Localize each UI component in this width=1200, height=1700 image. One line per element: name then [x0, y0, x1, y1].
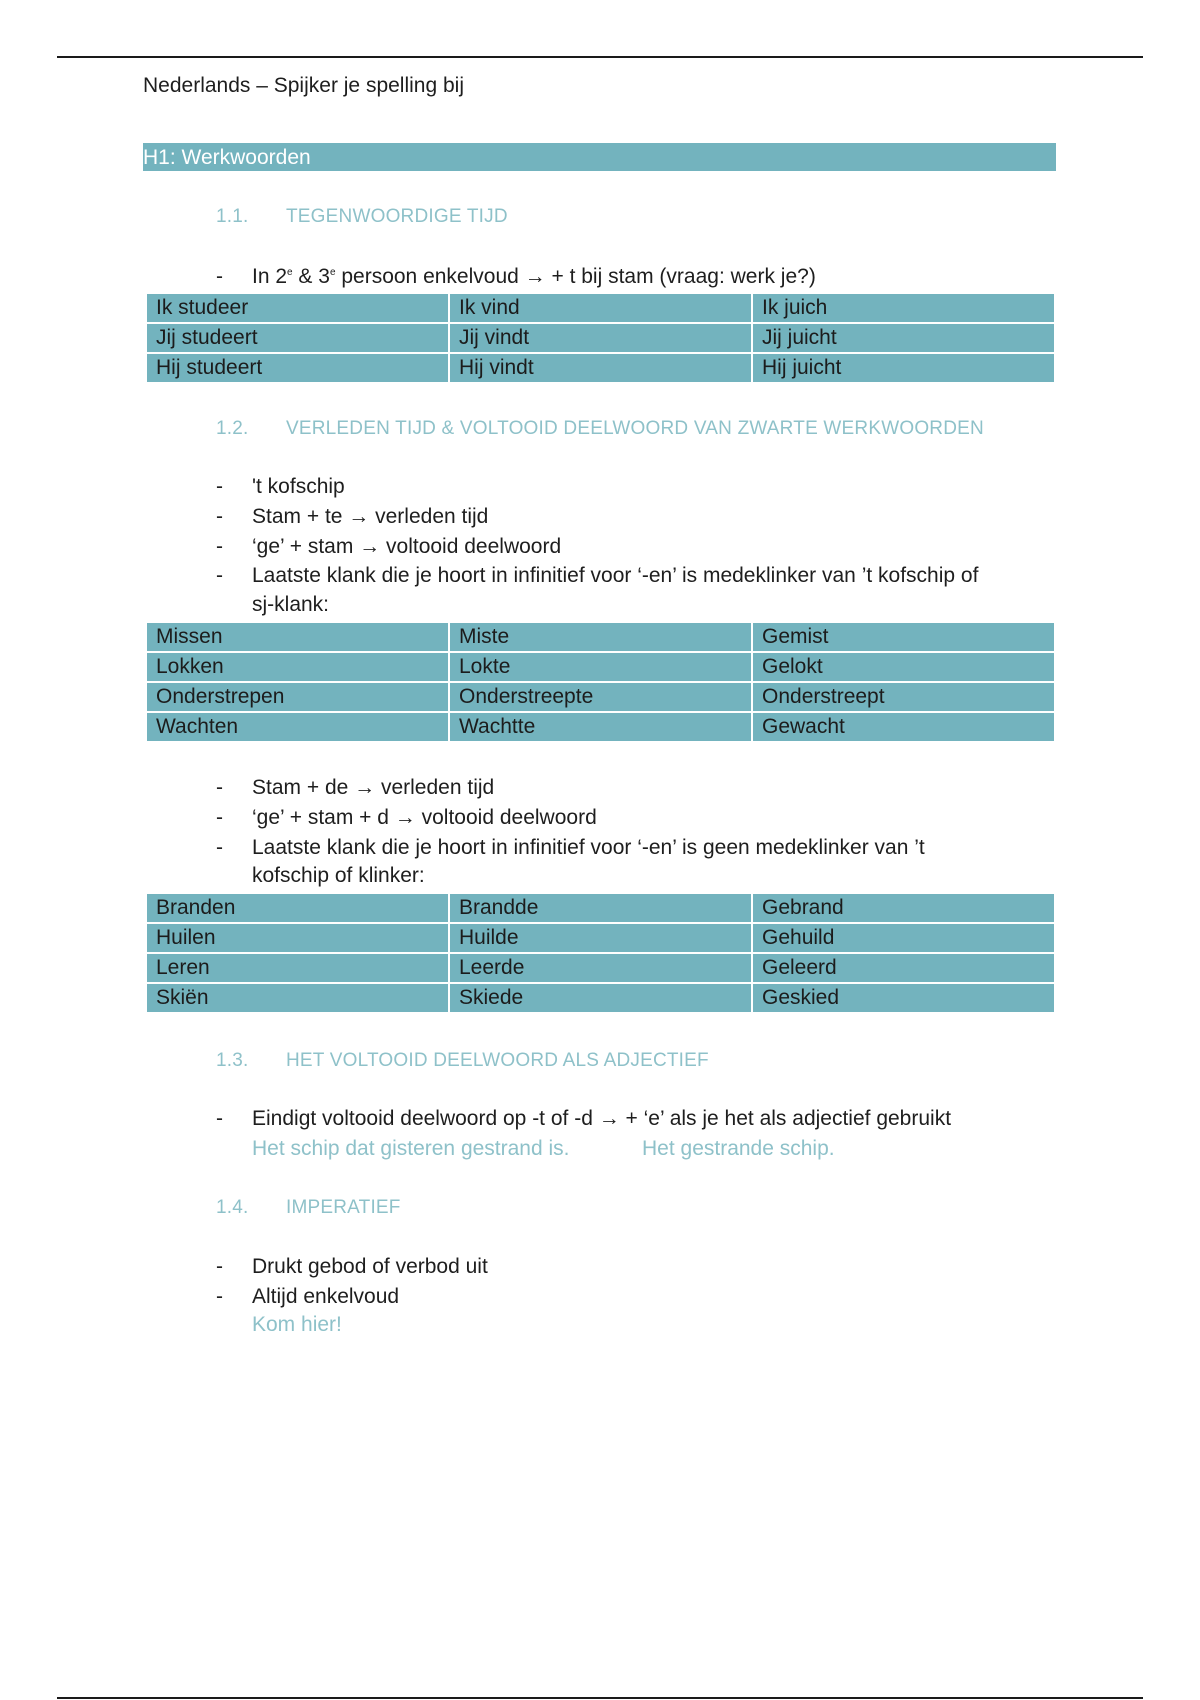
table-cell: Jij vindt — [449, 323, 752, 353]
table-cell: Onderstreept — [752, 682, 1055, 712]
table-row — [146, 983, 1055, 1013]
table-cell: Gehuild — [752, 923, 1055, 953]
bullet-text: In 2e & 3e persoon enkelvoud → + t bij stam (vraag: werk je?) — [252, 265, 816, 288]
table-row — [146, 682, 1055, 712]
bullet-text: ‘ge’ + stam + d → voltooid deelwoord — [252, 806, 597, 829]
section-number: 1.1. — [216, 206, 249, 227]
example-sentence: Het gestrande schip. — [642, 1137, 835, 1160]
table-row — [146, 652, 1055, 682]
table-cell: Onderstrepen — [146, 682, 449, 712]
table-cell: Huilde — [449, 923, 752, 953]
bullet-dash: - — [216, 535, 223, 558]
table-cell: Lokken — [146, 652, 449, 682]
table-cell: Skiën — [146, 983, 449, 1013]
bullet-dash: - — [216, 475, 223, 498]
table-cell: Geskied — [752, 983, 1055, 1013]
table-cell: Hij vindt — [449, 353, 752, 383]
table-cell: Wachten — [146, 712, 449, 742]
table-cell: Gebrand — [752, 893, 1055, 923]
table-cell: Gewacht — [752, 712, 1055, 742]
bullet-text: Laatste klank die je hoort in infinitief voor ‘-en’ is geen medeklinker van ’t — [252, 836, 925, 859]
table-cell: Ik studeer — [146, 293, 449, 323]
bullet-dash: - — [216, 265, 223, 288]
table-cell: Jij studeert — [146, 323, 449, 353]
bullet-dash: - — [216, 1107, 223, 1130]
example-sentence: Kom hier! — [252, 1313, 342, 1336]
conjugation-table-weak — [145, 892, 1056, 1014]
table-row — [146, 712, 1055, 742]
section-title: VERLEDEN TIJD & VOLTOOID DEELWOORD VAN ZWARTE WERKWOORDEN — [286, 418, 984, 439]
bullet-text: 't kofschip — [252, 475, 345, 498]
section-heading-1-4 — [216, 1197, 401, 1219]
table-row — [146, 953, 1055, 983]
table-cell: Onderstreepte — [449, 682, 752, 712]
chapter-heading: H1: Werkwoorden — [143, 143, 1056, 171]
header-rule — [57, 56, 1143, 58]
section-number: 1.4. — [216, 1197, 249, 1218]
example-sentence: Het schip dat gisteren gestrand is. — [252, 1137, 570, 1160]
table-cell: Hij juicht — [752, 353, 1055, 383]
bullet-dash: - — [216, 505, 223, 528]
table-cell: Leerde — [449, 953, 752, 983]
bullet-dash: - — [216, 776, 223, 799]
table-row — [146, 293, 1055, 323]
bullet-continuation: sj-klank: — [252, 593, 330, 616]
section-heading-1-3 — [216, 1050, 709, 1072]
table-cell: Jij juicht — [752, 323, 1055, 353]
bullet-text: ‘ge’ + stam → voltooid deelwoord — [252, 535, 562, 558]
bullet-text: Drukt gebod of verbod uit — [252, 1255, 488, 1278]
table-row — [146, 923, 1055, 953]
section-title: IMPERATIEF — [286, 1197, 401, 1218]
footer-rule — [57, 1697, 1143, 1699]
table-cell: Huilen — [146, 923, 449, 953]
bullet-dash: - — [216, 806, 223, 829]
section-title: HET VOLTOOID DEELWOORD ALS ADJECTIEF — [286, 1050, 709, 1071]
table-cell: Leren — [146, 953, 449, 983]
section-heading-1-2 — [216, 418, 984, 440]
table-cell: Gelokt — [752, 652, 1055, 682]
conjugation-table-strong — [145, 621, 1056, 743]
table-cell: Missen — [146, 622, 449, 652]
bullet-text: Stam + te → verleden tijd — [252, 505, 489, 528]
section-heading-1-1 — [216, 206, 508, 228]
table-row — [146, 323, 1055, 353]
table-cell: Wachtte — [449, 712, 752, 742]
table-cell: Ik vind — [449, 293, 752, 323]
table-cell: Skiede — [449, 983, 752, 1013]
table-cell: Lokte — [449, 652, 752, 682]
table-cell: Gemist — [752, 622, 1055, 652]
bullet-text: Laatste klank die je hoort in infinitief voor ‘-en’ is medeklinker van ’t kofschip of — [252, 564, 979, 587]
section-number: 1.2. — [216, 418, 249, 439]
table-row — [146, 622, 1055, 652]
bullet-dash: - — [216, 564, 223, 587]
document-title: Nederlands – Spijker je spelling bij — [143, 74, 465, 97]
table-cell: Hij studeert — [146, 353, 449, 383]
table-row — [146, 353, 1055, 383]
table-row — [146, 893, 1055, 923]
bullet-dash: - — [216, 836, 223, 859]
table-cell: Brandde — [449, 893, 752, 923]
bullet-text: Altijd enkelvoud — [252, 1285, 400, 1308]
table-cell: Branden — [146, 893, 449, 923]
bullet-text: Eindigt voltooid deelwoord op -t of -d → + ‘e’ als je het als adjectief gebruikt — [252, 1107, 952, 1130]
bullet-dash: - — [216, 1255, 223, 1278]
table-cell: Miste — [449, 622, 752, 652]
conjugation-table-present — [145, 292, 1056, 384]
bullet-continuation: kofschip of klinker: — [252, 864, 425, 887]
section-number: 1.3. — [216, 1050, 249, 1071]
section-title: TEGENWOORDIGE TIJD — [286, 206, 508, 227]
table-cell: Geleerd — [752, 953, 1055, 983]
bullet-dash: - — [216, 1285, 223, 1308]
bullet-text: Stam + de → verleden tijd — [252, 776, 495, 799]
table-cell: Ik juich — [752, 293, 1055, 323]
